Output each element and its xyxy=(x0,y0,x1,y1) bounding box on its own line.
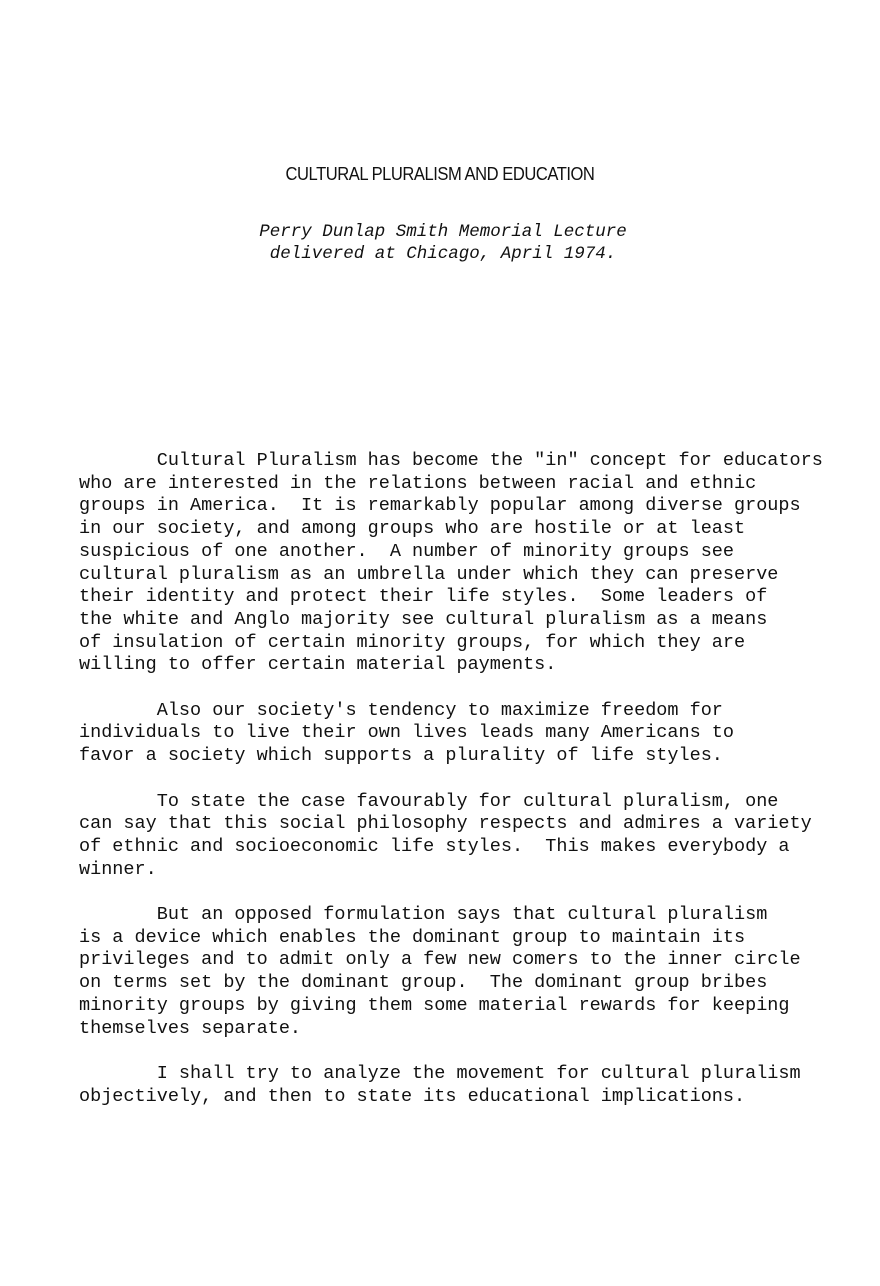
text-line: on terms set by the dominant group. The dominant group bribes xyxy=(79,972,768,994)
subtitle-line: delivered at Chicago, April 1974. xyxy=(269,244,617,264)
text-line: suspicious of one another. A number of minority groups see xyxy=(79,540,735,562)
text-line: Also our society's tendency to maximize freedom for xyxy=(79,699,723,721)
text-line: is a device which enables the dominant group to maintain its xyxy=(79,926,746,948)
text-line: who are interested in the relations between racial and ethnic xyxy=(79,472,757,494)
text-line: privileges and to admit only a few new comers to the inner circle xyxy=(79,949,801,971)
text-line: Cultural Pluralism has become the "in" concept for educators xyxy=(79,450,823,471)
text-line: favor a society which supports a plurality of life styles. xyxy=(79,745,723,767)
text-line: of ethnic and socioeconomic life styles. This makes everybody a xyxy=(79,835,790,857)
document-title: CULTURAL PLURALISM AND EDUCATION xyxy=(285,164,595,184)
text-line: minority groups by giving them some material rewards for keeping xyxy=(79,994,790,1016)
text-line: I shall try to analyze the movement for cultural pluralism xyxy=(79,1062,801,1084)
text-line: objectively, and then to state its educational implications. xyxy=(79,1085,746,1107)
text-line: their identity and protect their life styles. Some leaders of xyxy=(79,586,768,608)
text-line: willing to offer certain material payments. xyxy=(79,654,557,676)
text-line: winner. xyxy=(79,858,157,880)
text-line: But an opposed formulation says that cultural pluralism xyxy=(79,904,768,926)
paragraph xyxy=(79,791,823,882)
text-line: can say that this social philosophy respects and admires a variety xyxy=(79,813,812,835)
text-line: in our society, and among groups who are hostile or at least xyxy=(79,518,746,540)
paragraph xyxy=(79,1063,823,1108)
subtitle-line: Perry Dunlap Smith Memorial Lecture xyxy=(259,222,627,242)
text-line: themselves separate. xyxy=(79,1017,302,1039)
text-line: To state the case favourably for cultural pluralism, one xyxy=(79,790,779,812)
paragraph xyxy=(79,700,823,768)
document-body xyxy=(79,450,823,1131)
text-line: the white and Anglo majority see cultural pluralism as a means xyxy=(79,608,768,630)
lecture-subtitle xyxy=(0,221,880,265)
text-line: cultural pluralism as an umbrella under which they can preserve xyxy=(79,563,779,585)
text-line: of insulation of certain minority groups, for which they are xyxy=(79,631,746,653)
text-line: individuals to live their own lives leads many Americans to xyxy=(79,722,735,744)
paragraph xyxy=(79,904,823,1040)
text-line: groups in America. It is remarkably popular among diverse groups xyxy=(79,495,801,517)
paragraph xyxy=(79,450,823,677)
